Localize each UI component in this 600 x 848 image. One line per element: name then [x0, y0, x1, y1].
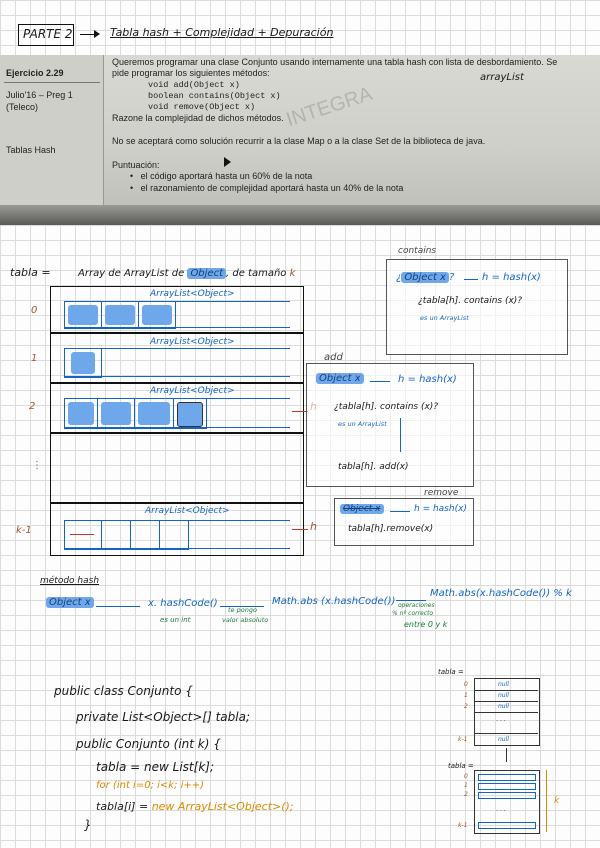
index-2: 2	[29, 401, 36, 412]
hash-arrow-1	[96, 606, 140, 607]
hash-note-2a: te pongo	[228, 606, 257, 614]
mini2-bar-k	[478, 822, 536, 829]
add-arrow-1	[370, 381, 390, 382]
method-remove: void remove(Object x)	[148, 102, 256, 112]
arraylist-k-cell-0	[64, 520, 102, 550]
remove-object: Object x	[340, 504, 384, 514]
mini-label-2: tabla =	[448, 762, 474, 770]
h-arrow-label-remove: h	[310, 520, 317, 533]
arraylist-2-cell-2	[134, 398, 174, 429]
note-arraylist: arrayList	[480, 72, 524, 83]
arraylist-label-1: ArrayList<Object>	[150, 337, 235, 347]
arraylist-k-cell-1	[101, 520, 131, 550]
exercise-number: Ejercicio 2.29	[6, 68, 64, 78]
mini-row-2	[474, 712, 538, 713]
hash-note-3b: % nº correcto	[392, 610, 434, 617]
mini2-index-1: 1	[464, 782, 468, 789]
mini-down-arrow	[506, 748, 507, 762]
arraylist-label-0: ArrayList<Object>	[150, 289, 235, 299]
mini-index-k: k-1	[458, 736, 468, 743]
contains-title: contains	[398, 246, 437, 256]
hash-title: método hash	[40, 576, 100, 586]
arraylist-k-red-line	[70, 534, 94, 535]
mini2-index-0: 0	[464, 773, 468, 780]
mini-null-1: null	[498, 692, 509, 699]
score-item-1: • el código aportará hasta un 60% de la nota	[130, 171, 313, 181]
hash-object: Object x	[46, 597, 94, 608]
contains-arrow-1	[464, 279, 478, 280]
add-note: es un ArrayList	[338, 420, 387, 428]
mini-null-2: null	[498, 703, 509, 710]
contains-hash: h = hash(x)	[482, 272, 541, 283]
arraylist-label-k-1: ArrayList<Object>	[145, 506, 230, 516]
hash-note-1: es un int	[160, 616, 191, 624]
index-0: 0	[31, 305, 38, 316]
exercise-exam: Julio'16 – Preg 1	[6, 90, 73, 100]
hash-note-4: entre 0 y k	[404, 620, 448, 629]
complexity-text: Razone la complejidad de dichos métodos.	[112, 113, 284, 123]
mini-dots-1: · · ·	[496, 718, 506, 725]
method-add: void add(Object x)	[148, 80, 240, 90]
add-object: Object x	[316, 373, 364, 384]
mini2-brace	[546, 770, 551, 832]
contains-note: es un ArrayList	[420, 314, 469, 322]
arraylist-0-cell-2	[138, 301, 176, 329]
mini2-bar-1	[478, 783, 536, 790]
mini-row-0	[474, 690, 538, 691]
arraylist-label-2: ArrayList<Object>	[150, 386, 235, 396]
arraylist-k-cell-2	[130, 520, 160, 550]
code-line-4: tabla = new List[k];	[96, 760, 214, 774]
mini-dots-2: · · ·	[496, 808, 506, 815]
sidebar-divider	[4, 82, 100, 83]
remove-title: remove	[424, 488, 459, 498]
hash-step-3: Math.abs(x.hashCode()) % k	[430, 588, 572, 599]
arraylist-0-cell-0	[64, 301, 102, 329]
arraylist-2-cell-3	[173, 398, 207, 429]
method-contains: boolean contains(Object x)	[148, 91, 281, 101]
arraylist-k-cell-3	[159, 520, 189, 550]
mini-row-3	[474, 733, 538, 734]
photo-shadow	[0, 205, 600, 225]
topic-title: Tabla hash + Complejidad + Depuración	[110, 26, 334, 39]
hash-arrow-3	[396, 600, 426, 601]
statement-line-1: Queremos programar una clase Conjunto usando internamente una tabla hash con lista de desbordamiento. Se	[112, 57, 558, 67]
add-step-3: tabla[h]. add(x)	[338, 462, 409, 472]
mini2-bar-0	[478, 774, 536, 781]
hash-note-2b: valor absoluto	[222, 616, 269, 624]
h-arrow-remove	[292, 529, 308, 530]
contains-step-2: ¿tabla[h]. contains (x)?	[418, 296, 523, 306]
exercise-sidebar	[0, 55, 104, 213]
mini-row-1	[474, 701, 538, 702]
watermark: INTEGRA	[283, 82, 375, 132]
mini2-index-k: k-1	[458, 822, 468, 829]
arraylist-2-cell-1	[97, 398, 135, 429]
array-desc: Array de ArrayList de Object , de tamaño k	[78, 268, 296, 279]
mini-index-1: 1	[464, 692, 468, 699]
mini2-index-2: 2	[464, 791, 468, 798]
mini-index-2: 2	[464, 703, 468, 710]
code-line-7: }	[84, 818, 92, 832]
code-line-1: public class Conjunto {	[54, 684, 193, 698]
mini-index-0: 0	[464, 681, 468, 688]
mini2-bar-2	[478, 792, 536, 799]
mini-null-0: null	[498, 681, 509, 688]
table-label: tabla =	[10, 266, 51, 279]
score-item-2: • el razonamiento de complejidad aportará hasta un 40% de la nota	[130, 183, 404, 193]
cursor-icon	[224, 157, 231, 167]
mini-null-k: null	[498, 736, 509, 743]
code-line-5: for (int i=0; i<k; i++)	[96, 780, 205, 791]
part-badge	[18, 24, 74, 46]
score-title: Puntuación:	[112, 160, 160, 170]
code-line-3: public Conjunto (int k) {	[76, 737, 221, 751]
code-line-6: tabla[i] = new ArrayList<Object>();	[96, 800, 294, 813]
index-k-1: k-1	[16, 525, 32, 536]
exercise-degree: (Teleco)	[6, 102, 39, 112]
remove-step-2: tabla[h].remove(x)	[348, 524, 434, 534]
arraylist-2-cell-0	[64, 398, 98, 429]
remove-arrow-1	[390, 511, 410, 512]
arraylist-0-cell-1	[101, 301, 139, 329]
statement-line-2: pide programar los siguientes métodos:	[112, 68, 270, 78]
mini-label-1: tabla =	[438, 668, 464, 676]
hash-note-3a: operaciones	[398, 602, 435, 609]
code-line-2: private List<Object>[] tabla;	[76, 710, 250, 724]
exercise-subject: Tablas Hash	[6, 145, 56, 155]
add-hash: h = hash(x)	[398, 374, 457, 385]
add-arrow-down	[400, 418, 401, 452]
add-title: add	[324, 352, 343, 363]
remove-hash: h = hash(x)	[414, 504, 467, 514]
arraylist-1-cell-0	[64, 348, 102, 378]
index-1: 1	[31, 353, 38, 364]
hash-step-2: Math.abs (x.hashCode())	[272, 596, 396, 607]
index-dots: ⋮	[32, 460, 42, 471]
hash-step-1: x. hashCode()	[148, 598, 218, 609]
add-step-2: ¿tabla[h]. contains (x)?	[334, 402, 439, 412]
header-arrow-head	[94, 30, 100, 38]
restriction-text: No se aceptará como solución recurrir a la clase Map o a la clase Set de la biblioteca de java.	[112, 136, 486, 146]
mini2-k-label: k	[554, 796, 560, 806]
part-label: PARTE 2	[23, 27, 73, 41]
table-row-dots	[50, 432, 304, 504]
contains-step-1: ¿ Object x ?	[396, 272, 455, 283]
